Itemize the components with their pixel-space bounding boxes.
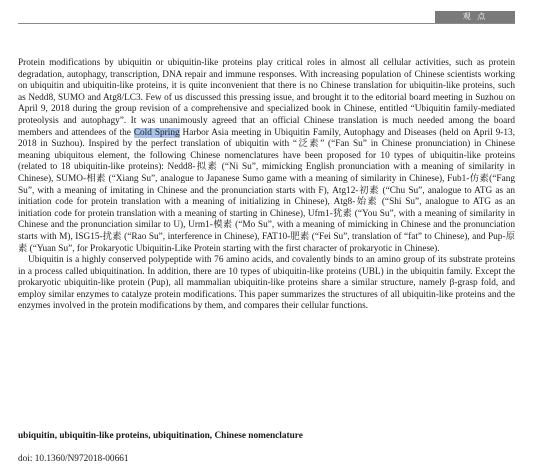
selected-text-highlight[interactable]: Cold Spring (133, 127, 180, 138)
abstract-paragraph-1 (18, 58, 515, 255)
header-rule (18, 23, 515, 24)
keywords: ubiquitin, ubiquitin-like proteins, ubiquitination, Chinese nomenclature (18, 431, 303, 441)
section-label: 观 点 (435, 11, 515, 23)
doi[interactable]: doi: 10.1360/N972018-00661 (18, 454, 129, 464)
english-abstract (18, 58, 515, 313)
abstract-p1-text-b: Harbor Asia meeting in Ubiquitin Family, Autophagy and Diseases (held on April 9-13, 2018 in Suzhou). Inspired by the perfect translation of ubiquitin with “泛素” (“Fan Su” in Chinese pronunciation) in Chinese meaning ubiquitous element, the following Chinese nomenclatures have been proposed for 10 types of ubiquitin-like proteins (related to 18 ubiquitin-like proteins): Nedd8-拟素 (“Ni Su”, mimicking English pronunciation with a meaning of similarity in Chinese), SUMO-相素 (“Xiang Su”, analogue to Japanese Sumo game with a meaning of similarity in Chinese), Fub1-仿素(“Fang Su”, with a meaning of imitating in Chinese and the pronunciation starts with F), Atg12-初素 (“Chu Su”, analogue to ATG as an initiation code for protein translation with a meaning of initializing in Chinese), Atg8-始素 (“Shi Su”, analogue to ATG as an initiation code for protein translation with a meaning of starting in Chinese), Ufm1-犹素 (“You Su”, with a meaning of similarity in Chinese and the pronunciation similar to U), Urm1-模素 (“Mo Su”, with a meaning of mimicking in Chinese and the pronunciation starts with M), ISG15-扰素 (“Rao Su”, interference in Chinese), FAT10-肥素 (“Fei Su”, translation of “fat” to Chinese), and Pup-原素 (“Yuan Su”, for Prokaryotic Ubiquitin-Like Protein starting with the first character of prokaryotic in Chinese). (18, 127, 516, 254)
abstract-paragraph-2: Ubiquitin is a highly conserved polypeptide with 76 amino acids, and covalently binds to an amino group of its substrate proteins in a process called ubiquitination. In addition, there are 10 types of ubiquitin-like proteins (UBL) in the ubiquitin family. Except the prokaryotic ubiquitin-like protein (Pup), all mammalian ubiquitin-like proteins share a similar structure, namely β-grasp fold, and employ similar enzymes to catalyze protein modifications. This paper summarizes the structures of all ubiquitin-like proteins and the enzymes involved in the protein modifications by them, and compares their cellular functions. (18, 255, 515, 312)
abstract-p1-text-a: Protein modifications by ubiquitin or ubiquitin-like proteins play critical roles in almost all cellular activities, such as protein degradation, autophagy, transcription, DNA repair and immune responses. With increasing population of Chinese scientists working on ubiquitin and ubiquitin-like proteins, it is quite inconvenient that there is no Chinese translation for ubiquitin-like proteins, such as Nedd8, SUMO and Atg8/LC3. Few of us discussed this pressing issue, and brought it to the editorial board meeting in Suzhou on April 9, 2018 during the group revision of a comprehensive and specialized book in Chinese, entitled “Ubiquitin family-mediated proteolysis and autophagy”. It was unanimously agreed that an official Chinese translation is much needed among the board members and attendees of the (18, 58, 515, 138)
